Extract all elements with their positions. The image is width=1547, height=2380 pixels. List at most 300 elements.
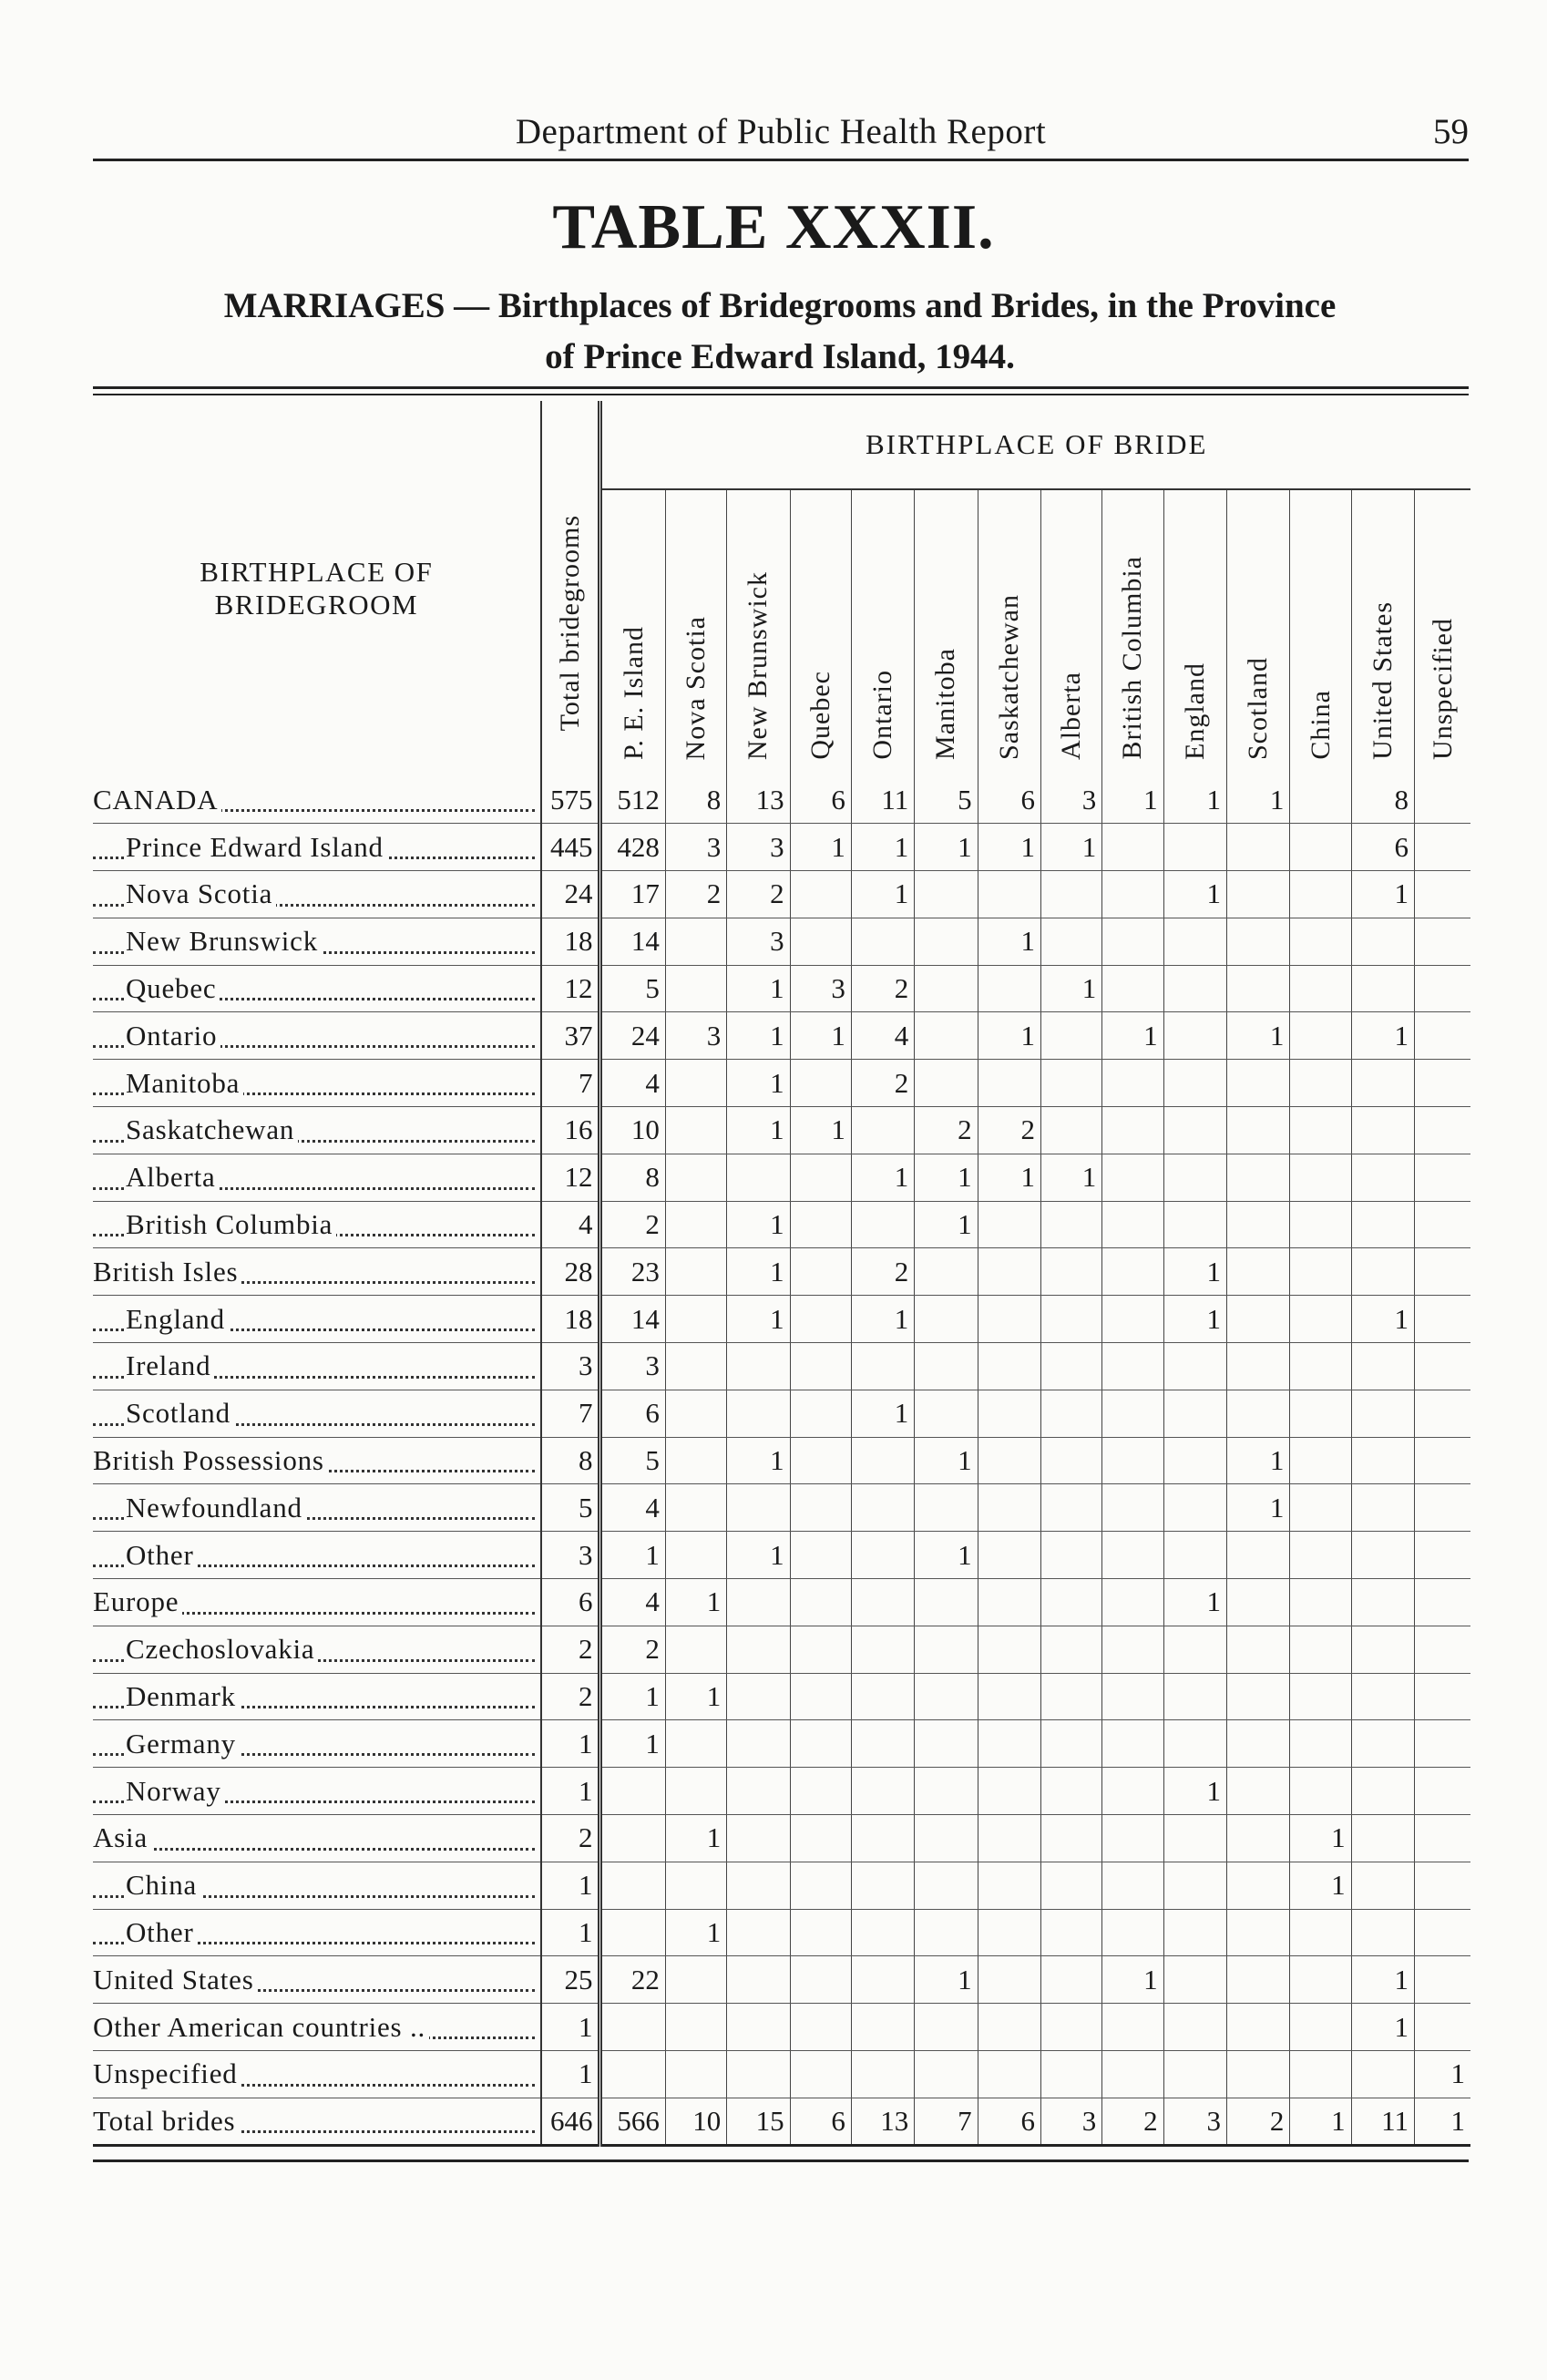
row-total-cell: 575 <box>541 776 600 824</box>
table-row <box>93 776 1470 824</box>
table-cell <box>978 1673 1040 1720</box>
table-cell <box>1290 1343 1351 1390</box>
table-cell <box>727 1720 790 1768</box>
table-row <box>93 1437 1470 1484</box>
row-label <box>93 1956 541 2004</box>
table-cell <box>1226 1626 1289 1673</box>
row-total-cell: 16 <box>541 1107 600 1154</box>
table-cell: 6 <box>790 2098 851 2145</box>
row-label <box>93 1107 541 1154</box>
total-brides-row <box>93 2098 1470 2145</box>
table-cell: 1 <box>1163 1768 1226 1815</box>
table-cell: 1 <box>1102 776 1163 824</box>
table-cell: 1 <box>915 1154 978 1201</box>
stub-header-line-2: BRIDEGROOM <box>214 589 419 621</box>
table-row <box>93 824 1470 871</box>
column-header-label: Scotland <box>1243 657 1274 760</box>
table-cell: 2 <box>727 871 790 918</box>
table-cell: 1 <box>1226 1484 1289 1532</box>
table-cell: 1 <box>1290 1815 1351 1862</box>
row-total-cell: 1 <box>541 1862 600 1909</box>
total-bridegrooms-header <box>541 401 600 776</box>
table-cell: 23 <box>600 1248 665 1296</box>
row-total-cell: 1 <box>541 2051 600 2098</box>
table-cell <box>1290 1248 1351 1296</box>
table-cell <box>1290 776 1351 824</box>
table-cell: 17 <box>600 871 665 918</box>
column-header-scotland <box>1226 489 1289 776</box>
table-cell <box>1415 1673 1470 1720</box>
table-cell: 1 <box>1163 776 1226 824</box>
table-cell <box>665 1720 726 1768</box>
table-cell <box>790 1862 851 1909</box>
row-total-cell: 8 <box>541 1437 600 1484</box>
table-cell: 2 <box>851 965 914 1012</box>
table-cell: 1 <box>915 1532 978 1579</box>
table-cell <box>851 1484 914 1532</box>
table-cell <box>915 1012 978 1060</box>
row-label <box>93 1248 541 1296</box>
table-cell <box>1290 2004 1351 2051</box>
row-label-text: British Columbia <box>126 1208 336 1240</box>
row-label <box>93 2051 541 2098</box>
table-cell <box>1040 1720 1101 1768</box>
table-cell <box>978 1390 1040 1437</box>
column-header-british-columbia <box>1102 489 1163 776</box>
table-cell <box>1040 1532 1101 1579</box>
table-cell: 2 <box>851 1060 914 1107</box>
table-cell: 5 <box>600 1437 665 1484</box>
table-cell <box>1351 1909 1414 1956</box>
column-header-label: Nova Scotia <box>681 615 712 760</box>
row-total-cell: 1 <box>541 1909 600 1956</box>
table-cell <box>915 1720 978 1768</box>
table-cell <box>727 1390 790 1437</box>
table-cell <box>1163 918 1226 965</box>
table-cell <box>727 1956 790 2004</box>
table-cell: 1 <box>1040 824 1101 871</box>
row-label <box>93 1909 541 1956</box>
table-cell: 1 <box>1351 1296 1414 1343</box>
table-cell <box>1415 1296 1470 1343</box>
table-cell <box>665 1060 726 1107</box>
table-cell <box>851 1720 914 1768</box>
table-cell <box>1102 1296 1163 1343</box>
table-cell <box>1102 824 1163 871</box>
table-cell <box>727 1484 790 1532</box>
row-total-cell: 24 <box>541 871 600 918</box>
table-cell <box>1040 1484 1101 1532</box>
table-cell <box>1226 1909 1289 1956</box>
row-total-cell: 7 <box>541 1060 600 1107</box>
table-cell <box>665 1626 726 1673</box>
row-label-text: Total brides <box>93 2105 239 2137</box>
table-cell: 2 <box>600 1201 665 1248</box>
table-cell <box>1040 1437 1101 1484</box>
table-cell: 22 <box>600 1956 665 2004</box>
table-cell: 14 <box>600 918 665 965</box>
table-cell: 1 <box>1351 1956 1414 2004</box>
table-cell: 13 <box>727 776 790 824</box>
table-cell: 2 <box>665 871 726 918</box>
row-total-cell: 3 <box>541 1343 600 1390</box>
table-cell <box>1351 1768 1414 1815</box>
row-label <box>93 1201 541 1248</box>
row-total-cell: 18 <box>541 1296 600 1343</box>
table-cell <box>1351 1201 1414 1248</box>
table-cell: 2 <box>851 1248 914 1296</box>
table-title: TABLE XXXII. <box>552 192 995 262</box>
table-cell <box>1290 824 1351 871</box>
table-cell <box>978 1248 1040 1296</box>
table-cell <box>1290 2051 1351 2098</box>
table-cell <box>1290 871 1351 918</box>
row-label-text: Germany <box>126 1728 240 1759</box>
table-cell <box>1226 965 1289 1012</box>
table-cell <box>1163 1909 1226 1956</box>
column-header-label: New Brunswick <box>743 570 774 760</box>
total-bridegrooms-label: Total bridegrooms <box>554 514 585 731</box>
table-cell <box>1102 871 1163 918</box>
table-cell: 1 <box>665 1815 726 1862</box>
table-cell: 1 <box>1351 2004 1414 2051</box>
table-cell <box>665 1956 726 2004</box>
row-label-text: Denmark <box>126 1680 240 1712</box>
table-cell: 2 <box>978 1107 1040 1154</box>
table-cell <box>915 1673 978 1720</box>
table-cell <box>1415 1862 1470 1909</box>
running-header <box>93 108 1469 161</box>
column-header-p-e-island <box>600 489 665 776</box>
table-cell <box>1102 1532 1163 1579</box>
table-cell: 1 <box>727 1060 790 1107</box>
table-cell: 3 <box>665 824 726 871</box>
table-cell <box>1102 2004 1163 2051</box>
table-cell <box>1415 918 1470 965</box>
table-cell: 4 <box>600 1060 665 1107</box>
column-header-saskatchewan <box>978 489 1040 776</box>
table-cell <box>1290 1720 1351 1768</box>
table-cell <box>1163 1720 1226 1768</box>
table-cell: 1 <box>1226 776 1289 824</box>
table-cell <box>1226 1154 1289 1201</box>
table-cell <box>1102 2051 1163 2098</box>
row-label <box>93 1532 541 1579</box>
table-cell <box>978 1909 1040 1956</box>
table-cell: 1 <box>665 1909 726 1956</box>
table-cell <box>600 1768 665 1815</box>
table-cell <box>600 1815 665 1862</box>
table-row <box>93 1626 1470 1673</box>
table-cell: 1 <box>1163 1248 1226 1296</box>
table-cell <box>1163 1343 1226 1390</box>
table-cell: 5 <box>915 776 978 824</box>
table-cell <box>1040 1862 1101 1909</box>
row-label <box>93 1296 541 1343</box>
table-cell: 3 <box>600 1343 665 1390</box>
table-row <box>93 1579 1470 1626</box>
table-cell <box>978 1956 1040 2004</box>
table-cell <box>1351 1107 1414 1154</box>
table-cell <box>1040 1201 1101 1248</box>
table-cell <box>1351 2051 1414 2098</box>
table-cell <box>1163 1012 1226 1060</box>
table-cell <box>1415 2004 1470 2051</box>
table-cell <box>1351 918 1414 965</box>
table-cell <box>790 1060 851 1107</box>
table-cell <box>665 1532 726 1579</box>
table-cell <box>665 1484 726 1532</box>
table-cell: 1 <box>727 1296 790 1343</box>
row-total-cell: 6 <box>541 1579 600 1626</box>
table-cell: 6 <box>790 776 851 824</box>
row-label <box>93 1390 541 1437</box>
table-cell <box>1351 965 1414 1012</box>
table-cell <box>851 1815 914 1862</box>
table-row <box>93 2051 1470 2098</box>
row-label-text: Prince Edward Island <box>126 831 387 863</box>
table-row <box>93 1909 1470 1956</box>
table-row <box>93 1484 1470 1532</box>
row-label <box>93 1815 541 1862</box>
row-label-text: Other American countries .. <box>93 2011 429 2043</box>
table-cell <box>978 1437 1040 1484</box>
table-cell <box>790 1437 851 1484</box>
table-cell <box>1351 1484 1414 1532</box>
table-cell: 1 <box>727 965 790 1012</box>
table-cell: 1 <box>1415 2098 1470 2145</box>
table-cell <box>1290 1768 1351 1815</box>
table-cell <box>1351 1532 1414 1579</box>
table-cell: 1 <box>1226 1012 1289 1060</box>
row-total-cell: 3 <box>541 1532 600 1579</box>
table-cell <box>978 2004 1040 2051</box>
table-cell <box>1040 2004 1101 2051</box>
table-cell <box>978 1060 1040 1107</box>
row-label <box>93 1579 541 1626</box>
table-cell <box>790 1626 851 1673</box>
table-cell <box>1415 1484 1470 1532</box>
table-cell: 10 <box>600 1107 665 1154</box>
table-cell <box>851 1956 914 2004</box>
table-cell: 6 <box>978 2098 1040 2145</box>
table-row <box>93 918 1470 965</box>
table-cell: 1 <box>1102 1012 1163 1060</box>
table-cell <box>915 1579 978 1626</box>
table-cell <box>1226 824 1289 871</box>
table-cell <box>1040 1296 1101 1343</box>
table-cell <box>851 1768 914 1815</box>
table-cell <box>851 2004 914 2051</box>
row-label-text: British Isles <box>93 1256 241 1287</box>
marriages-table <box>93 401 1470 2147</box>
table-cell <box>1040 1060 1101 1107</box>
table-row <box>93 1815 1470 1862</box>
row-label-text: New Brunswick <box>126 925 322 957</box>
table-cell: 1 <box>851 1390 914 1437</box>
table-cell <box>665 918 726 965</box>
table-cell <box>1102 1484 1163 1532</box>
table-cell: 1 <box>790 1012 851 1060</box>
table-cell <box>727 1626 790 1673</box>
table-cell <box>915 2051 978 2098</box>
table-cell <box>790 1579 851 1626</box>
table-cell <box>790 1248 851 1296</box>
table-cell <box>1415 1343 1470 1390</box>
table-cell <box>790 1768 851 1815</box>
table-cell <box>1351 1248 1414 1296</box>
table-cell <box>1226 1720 1289 1768</box>
table-cell: 6 <box>978 776 1040 824</box>
table-cell <box>665 1437 726 1484</box>
table-cell <box>665 2004 726 2051</box>
row-total-cell: 2 <box>541 1626 600 1673</box>
table-cell <box>1226 1532 1289 1579</box>
table-subtitle <box>91 281 1469 383</box>
table-cell <box>1163 1201 1226 1248</box>
table-row <box>93 2004 1470 2051</box>
table-cell: 13 <box>851 2098 914 2145</box>
table-row <box>93 1862 1470 1909</box>
table-cell <box>1351 1862 1414 1909</box>
table-cell: 1 <box>1102 1956 1163 2004</box>
table-cell <box>915 1862 978 1909</box>
table-cell <box>790 1296 851 1343</box>
table-cell <box>1040 2051 1101 2098</box>
table-cell <box>978 2051 1040 2098</box>
row-label <box>93 1720 541 1768</box>
table-cell <box>1163 2004 1226 2051</box>
table-cell <box>915 1768 978 1815</box>
table-cell <box>1040 918 1101 965</box>
table-row <box>93 1390 1470 1437</box>
row-label <box>93 1626 541 1673</box>
table-cell <box>915 1909 978 1956</box>
table-cell <box>1226 1815 1289 1862</box>
row-label-text: Europe <box>93 1585 182 1617</box>
table-cell: 3 <box>727 824 790 871</box>
table-cell <box>600 1862 665 1909</box>
table-cell: 3 <box>1040 2098 1101 2145</box>
column-header-ontario <box>851 489 914 776</box>
table-cell <box>1102 965 1163 1012</box>
column-header-label: Unspecified <box>1427 618 1458 760</box>
table-cell <box>978 1532 1040 1579</box>
table-cell <box>1290 1579 1351 1626</box>
table-cell <box>790 1720 851 1768</box>
row-total-cell: 7 <box>541 1390 600 1437</box>
table-cell: 1 <box>727 1437 790 1484</box>
table-cell <box>978 1579 1040 1626</box>
table-cell <box>1290 1437 1351 1484</box>
table-row <box>93 1154 1470 1201</box>
table-cell: 11 <box>851 776 914 824</box>
table-cell <box>1290 965 1351 1012</box>
row-label <box>93 2098 541 2145</box>
table-cell <box>665 1201 726 1248</box>
row-total-cell: 37 <box>541 1012 600 1060</box>
table-cell <box>915 1484 978 1532</box>
table-cell <box>1163 1390 1226 1437</box>
table-cell: 1 <box>1040 965 1101 1012</box>
row-label-text: United States <box>93 1964 258 1995</box>
table-cell: 1 <box>851 1296 914 1343</box>
table-cell <box>790 1154 851 1201</box>
table-cell: 1 <box>727 1532 790 1579</box>
table-cell <box>1290 1154 1351 1201</box>
table-cell: 1 <box>600 1673 665 1720</box>
table-cell: 8 <box>1351 776 1414 824</box>
table-cell: 1 <box>851 871 914 918</box>
table-cell <box>1163 965 1226 1012</box>
table-cell <box>915 918 978 965</box>
table-cell: 1 <box>1351 871 1414 918</box>
table-cell <box>851 1107 914 1154</box>
top-double-rule-upper <box>93 386 1469 389</box>
column-header-unspecified <box>1415 489 1470 776</box>
row-total-cell: 1 <box>541 1768 600 1815</box>
table-cell <box>1351 1579 1414 1626</box>
table-cell <box>727 1815 790 1862</box>
table-cell <box>1415 1768 1470 1815</box>
column-header-label: United States <box>1367 601 1398 760</box>
table-cell <box>1415 1579 1470 1626</box>
table-cell: 2 <box>1102 2098 1163 2145</box>
table-cell: 10 <box>665 2098 726 2145</box>
table-cell: 566 <box>600 2098 665 2145</box>
table-cell <box>1102 1107 1163 1154</box>
table-cell <box>915 965 978 1012</box>
table-cell <box>1102 1909 1163 1956</box>
table-cell <box>790 918 851 965</box>
table-cell: 5 <box>600 965 665 1012</box>
table-cell: 1 <box>1290 2098 1351 2145</box>
table-cell <box>1226 1768 1289 1815</box>
table-cell: 1 <box>1163 1579 1226 1626</box>
table-cell <box>1226 1248 1289 1296</box>
table-body <box>93 776 1470 2145</box>
table-cell <box>790 2004 851 2051</box>
table-cell <box>851 1579 914 1626</box>
table-cell <box>665 1768 726 1815</box>
table-cell <box>790 1343 851 1390</box>
table-cell <box>851 918 914 965</box>
table-cell <box>851 1862 914 1909</box>
table-cell <box>665 1154 726 1201</box>
table-cell <box>1226 918 1289 965</box>
table-cell <box>1163 1626 1226 1673</box>
table-cell <box>978 1343 1040 1390</box>
row-label <box>93 918 541 965</box>
table-cell <box>1415 824 1470 871</box>
birthplace-of-bride-header: BIRTHPLACE OF BRIDE <box>600 401 1470 489</box>
table-row <box>93 965 1470 1012</box>
table-cell <box>1163 1956 1226 2004</box>
column-header-label: British Columbia <box>1117 556 1148 760</box>
table-cell: 1 <box>1351 1012 1414 1060</box>
table-cell <box>665 1343 726 1390</box>
table-row <box>93 1673 1470 1720</box>
row-label <box>93 1154 541 1201</box>
table-cell <box>915 1390 978 1437</box>
row-total-cell: 646 <box>541 2098 600 2145</box>
table-cell: 3 <box>1040 776 1101 824</box>
table-cell <box>1163 824 1226 871</box>
page-number: 59 <box>1433 112 1469 151</box>
table-cell <box>851 1626 914 1673</box>
table-cell <box>1415 871 1470 918</box>
table-cell: 6 <box>1351 824 1414 871</box>
